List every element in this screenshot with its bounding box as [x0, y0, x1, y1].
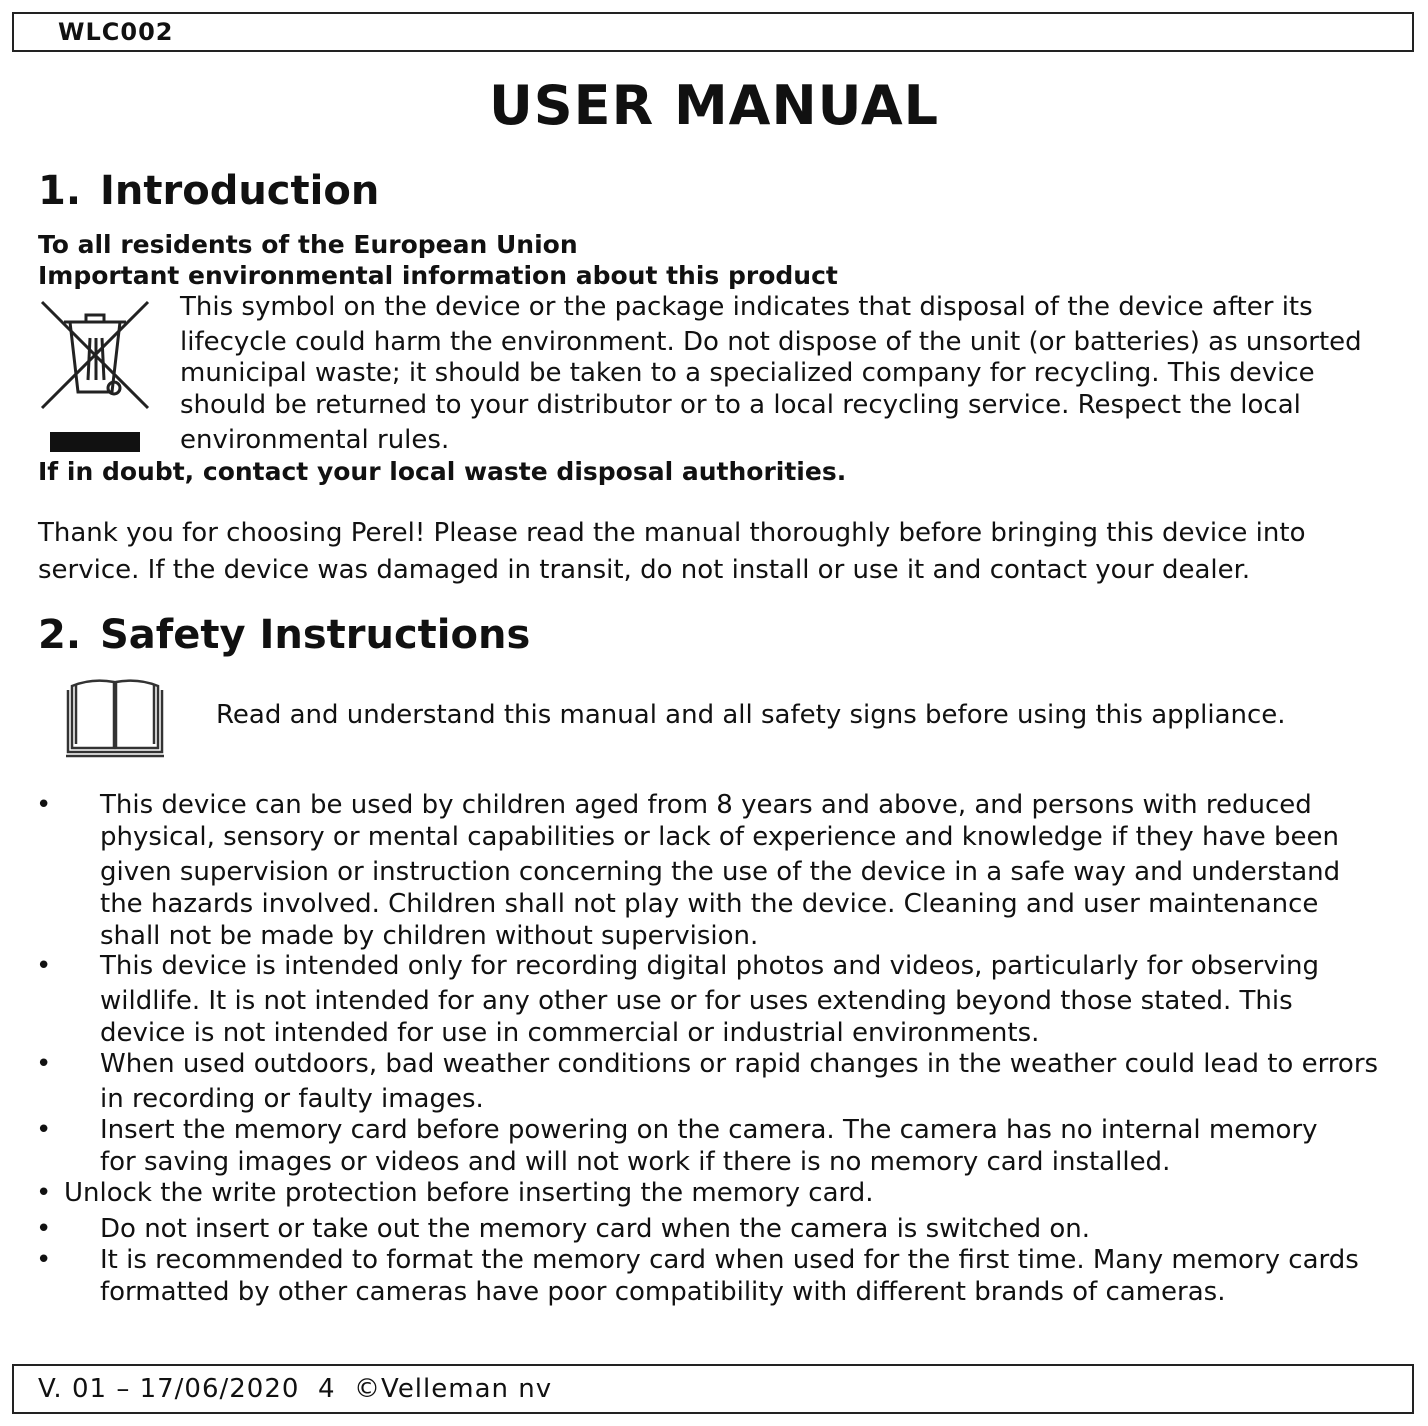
read-understand-line: Read and understand this manual and all safety signs before using this appliance. [216, 700, 1286, 730]
eu-residents-line: To all residents of the European Union [38, 230, 578, 259]
bullet-marker: • [36, 1214, 52, 1244]
bullet-1-line-3: given supervision or instruction concerning the use of the device in a safe way and understand [100, 857, 1341, 887]
bullet-2-line-1: This device is intended only for recording digital photos and videos, particularly for observing [100, 951, 1319, 981]
safety-bullet-1 [100, 789, 1340, 952]
footer-box [12, 1364, 1414, 1414]
safety-bullet-7 [100, 1244, 1359, 1308]
safety-bullet-5 [64, 1177, 874, 1209]
footer-version: V. 01 – 17/06/2020 [38, 1374, 300, 1404]
header-box [12, 12, 1414, 52]
bullet-6-line-1: Do not insert or take out the memory card when the camera is switched on. [100, 1214, 1091, 1244]
bullet-1-line-5: shall not be made by children without supervision. [100, 921, 759, 951]
safety-bullet-4 [100, 1114, 1318, 1178]
environment-info-line: Important environmental information about this product [38, 261, 838, 290]
bullet-7-line-1: It is recommended to format the memory card when used for the first time. Many memory cards [100, 1245, 1359, 1275]
section-1-title: Introduction [100, 168, 380, 214]
bullet-7-line-2: formatted by other cameras have poor compatibility with different brands of cameras. [100, 1277, 1226, 1307]
bullet-3-line-2: in recording or faulty images. [100, 1084, 484, 1114]
section-1-heading [38, 168, 379, 214]
section-2-heading [38, 612, 530, 658]
weee-text-line-1: This symbol on the device or the package indicates that disposal of the device after its [180, 292, 1313, 322]
footer-text [38, 1374, 552, 1404]
weee-text-line-3: municipal waste; it should be taken to a specialized company for recycling. This device [180, 358, 1315, 388]
bullet-marker: • [36, 1049, 52, 1079]
bullet-1-line-4: the hazards involved. Children shall not play with the device. Cleaning and user maintenance [100, 889, 1319, 919]
weee-text-line-2: lifecycle could harm the environment. Do not dispose of the unit (or batteries) as unsorted [180, 327, 1362, 357]
safety-bullet-2 [100, 950, 1319, 1049]
bullet-1-line-1: This device can be used by children aged from 8 years and above, and persons with reduced [100, 790, 1312, 820]
bullet-1-line-2: physical, sensory or mental capabilities or lack of experience and knowledge if they have been [100, 822, 1339, 852]
thanks-line-2: service. If the device was damaged in transit, do not install or use it and contact your dealer. [38, 555, 1251, 585]
page-title: USER MANUAL [488, 74, 940, 137]
bullet-marker: • [36, 790, 52, 820]
bullet-4-line-2: for saving images or videos and will not work if there is no memory card installed. [100, 1147, 1171, 1177]
bullet-marker: • [36, 1178, 52, 1208]
section-2-title: Safety Instructions [100, 612, 531, 658]
bullet-3-line-1: When used outdoors, bad weather conditions or rapid changes in the weather could lead to errors [100, 1049, 1379, 1079]
footer-copyright: ©Velleman nv [354, 1374, 553, 1404]
model-code: WLC002 [58, 18, 174, 46]
weee-crossed-bin-icon [38, 298, 154, 458]
bullet-marker: • [36, 1245, 52, 1275]
section-1-number: 1. [38, 168, 82, 214]
read-manual-book-icon [62, 676, 168, 764]
doubt-contact-line: If in doubt, contact your local waste disposal authorities. [38, 457, 847, 486]
footer-page-number: 4 [317, 1374, 336, 1404]
bullet-5-line-1: Unlock the write protection before inserting the memory card. [64, 1178, 874, 1208]
bullet-2-line-3: device is not intended for use in commercial or industrial environments. [100, 1018, 1040, 1048]
thanks-line-1: Thank you for choosing Perel! Please read the manual thoroughly before bringing this device into [38, 518, 1306, 548]
safety-bullet-3 [100, 1048, 1378, 1115]
bullet-marker: • [36, 1115, 52, 1145]
bullet-4-line-1: Insert the memory card before powering on the camera. The camera has no internal memory [100, 1115, 1318, 1145]
bullet-2-line-2: wildlife. It is not intended for any other use or for uses extending beyond those stated. This [100, 986, 1293, 1016]
section-2-number: 2. [38, 612, 82, 658]
bullet-marker: • [36, 951, 52, 981]
weee-text-line-4: should be returned to your distributor or to a local recycling service. Respect the local [180, 390, 1301, 420]
weee-text-line-5: environmental rules. [180, 425, 450, 455]
safety-bullet-6 [100, 1213, 1090, 1245]
